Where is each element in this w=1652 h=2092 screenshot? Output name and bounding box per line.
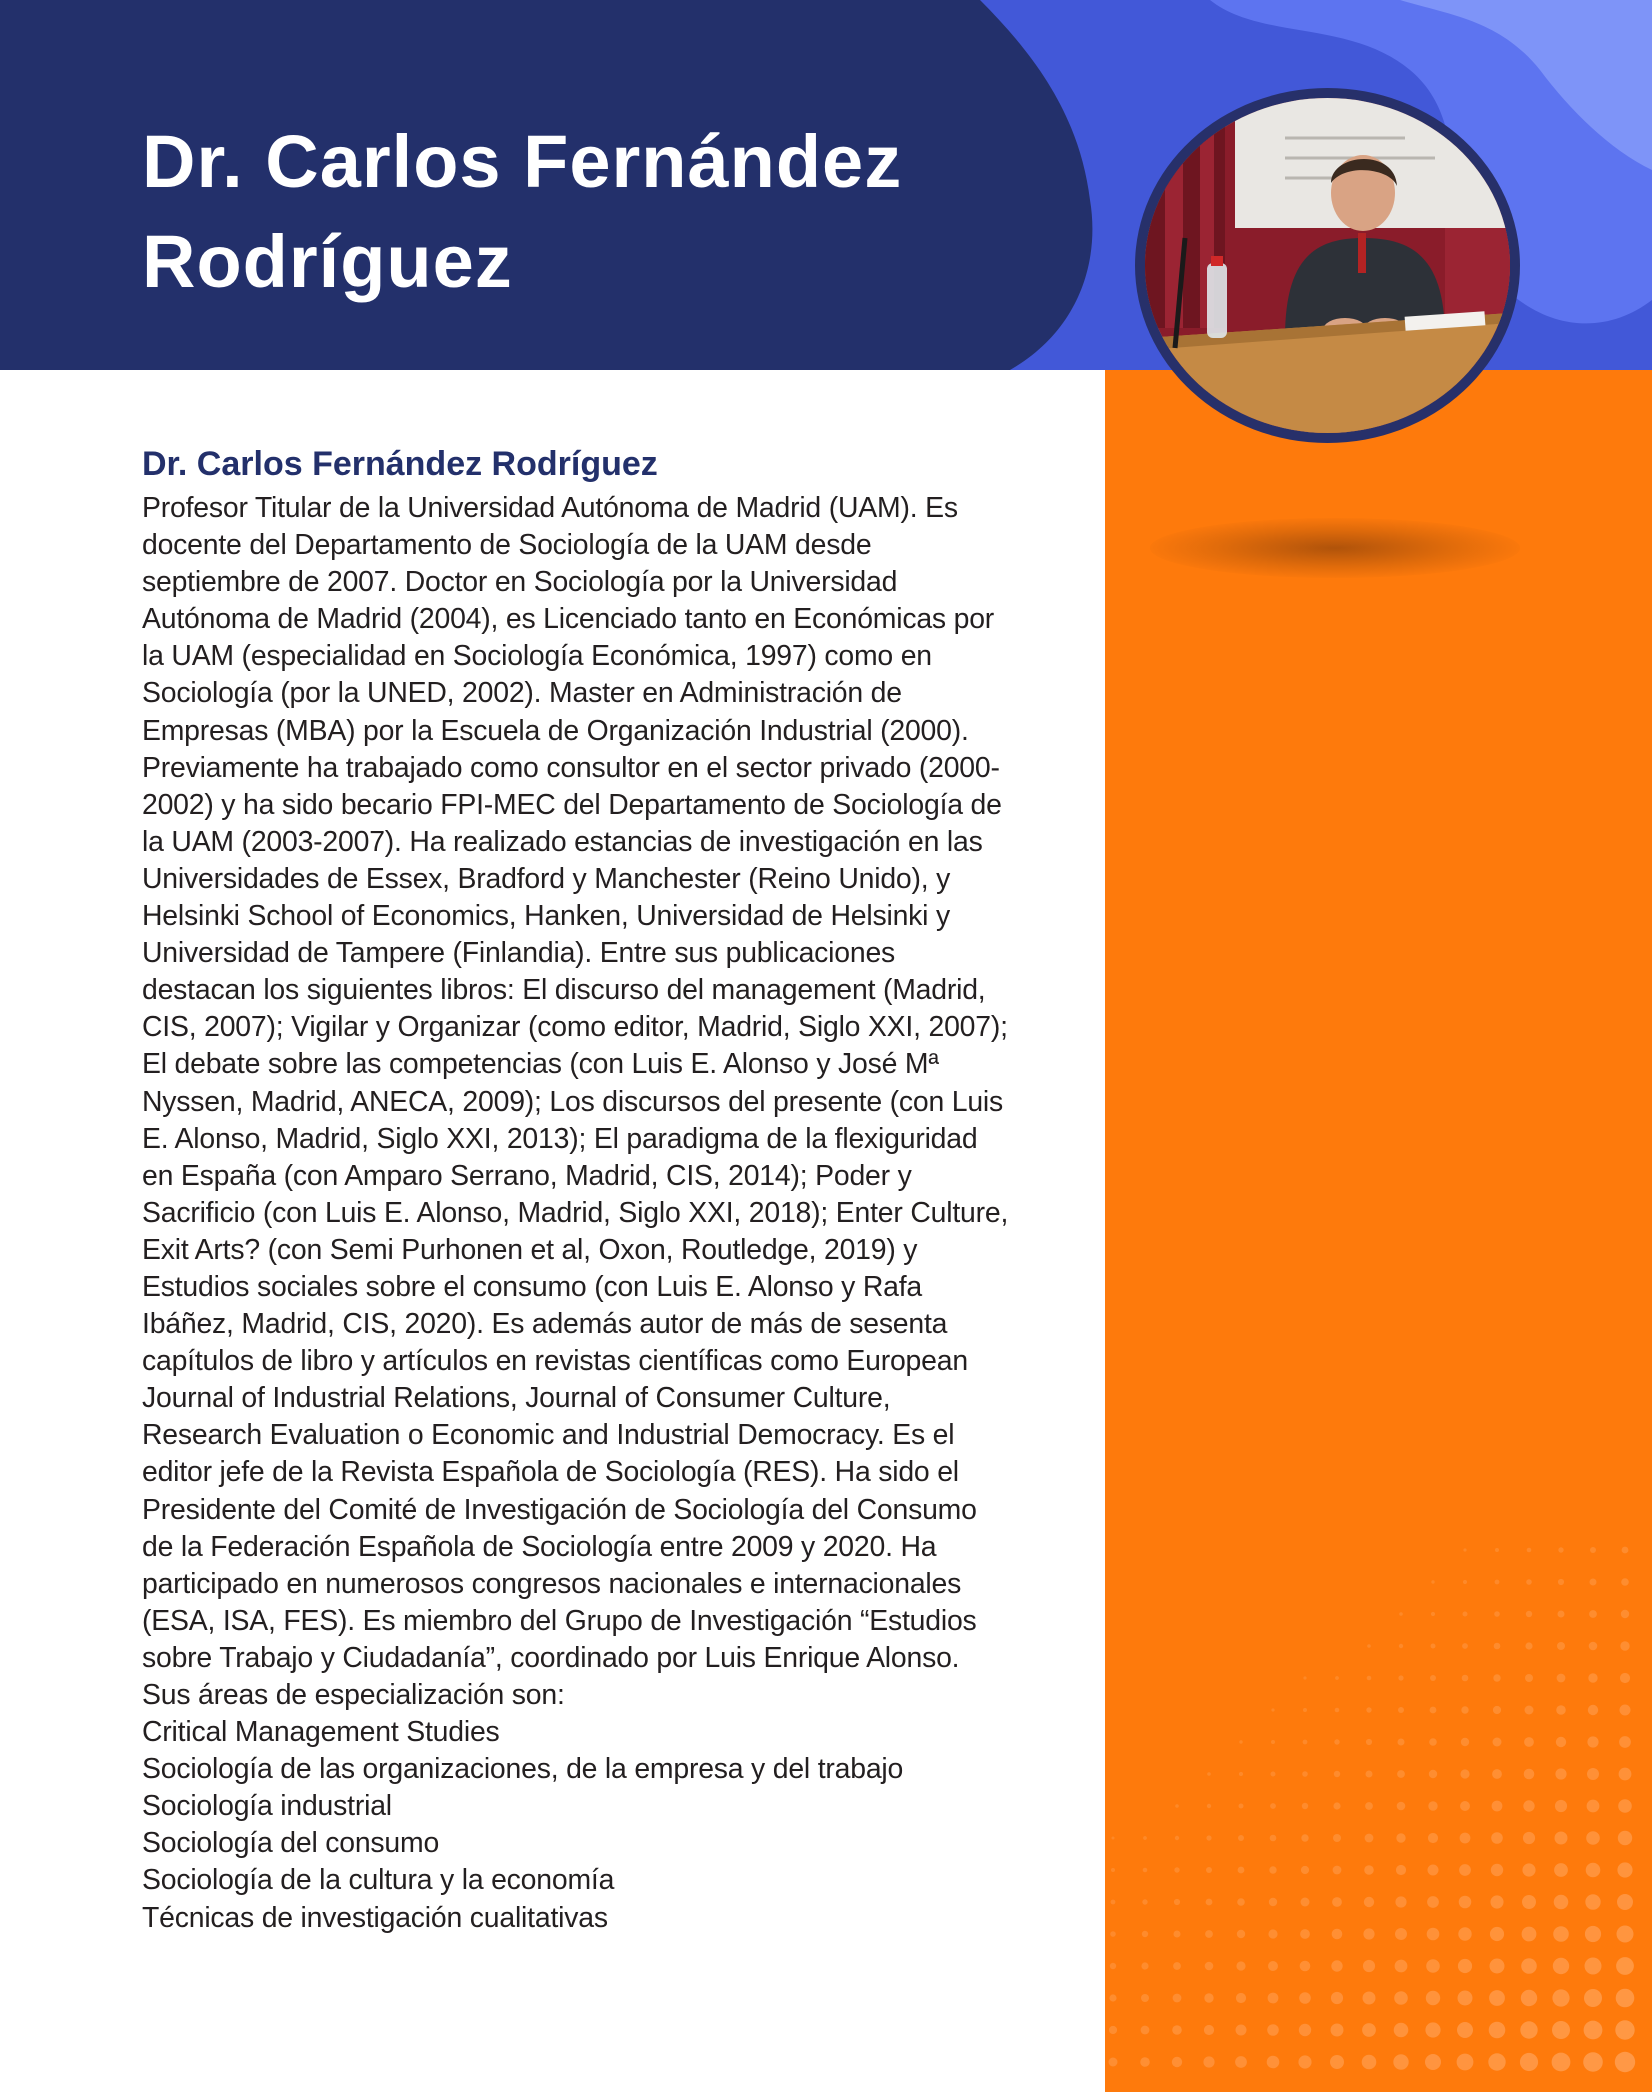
dot-pattern xyxy=(1105,370,1652,2092)
list-item: Técnicas de investigación cualitativas xyxy=(142,1901,608,1934)
list-item: Critical Management Studies xyxy=(142,1716,500,1749)
list-item: Sociología industrial xyxy=(142,1790,392,1823)
list-item: Sociología de las organizaciones, de la empresa y del trabajo xyxy=(142,1753,904,1786)
list-item: Sociología del consumo xyxy=(142,1827,440,1860)
photo-shadow xyxy=(1150,518,1520,578)
bio-paragraph: Profesor Titular de la Universidad Autónoma de Madrid (UAM). Es docente del Departamento de Sociología de la UAM desde septiembre de 2007. Doctor en Sociología por la Universidad Autónoma de Madrid (2004), es Licenciado tanto en Económicas por la UAM (especialidad en Sociología Económica, 1997) como en Sociología (por la UNED, 2002). Master en Administración de Empresas (MBA) por la Escuela de Organización Industrial (2000). Previamente ha trabajado como consultor en el sector privado (2000-2002) y ha sido becario FPI-MEC del Departamento de Sociología de la UAM (2003-2007). Ha realizado estancias de investigación en las Universidades de Essex, Bradford y Manchester (Reino Unido), y Helsinki School of Economics, Hanken, Universidad de Helsinki y Universidad de Tampere (Finlandia). Entre sus publicaciones destacan los siguientes libros: El discurso del management (Madrid, CIS, 2007); Vigilar y Organizar (como editor, Madrid, Siglo XXI, 2007); El debate sobre las competencias (con Luis E. Alonso y José Mª Nyssen, Madrid, ANECA, 2009); Los discursos del presente (con Luis E. Alonso, Madrid, Siglo XXI, 2013); El paradigma de la flexiguridad en España (con Amparo Serrano, Madrid, CIS, 2014); Poder y Sacrificio (con Luis E. Alonso, Madrid, Siglo XXI, 2018); Enter Culture, Exit Arts? (con Semi Purhonen et al, Oxon, Routledge, 2019) y Estudios sociales sobre el consumo (con Luis E. Alonso y Rafa Ibáñez, Madrid, CIS, 2020). Es además autor de más de sesenta capítulos de libro y artículos en revistas científicas como European Journal of Industrial Relations, Journal of Consumer Culture, Research Evaluation o Economic and Industrial Democracy. Es el editor jefe de la Revista Española de Sociología (RES). Ha sido el Presidente del Comité de Investigación de Sociología del Consumo de la Federación Española de Sociología entre 2009 y 2020. Ha participado en numerosos congresos nacionales e internacionales (ESA, ISA, FES). Es miembro del Grupo de Investigación “Estudios sobre Trabajo y Ciudadanía”, coordinado por Luis Enrique Alonso. Sus áreas de especialización son: xyxy=(142,492,1009,1711)
bio-heading: Dr. Carlos Fernández Rodríguez xyxy=(142,445,658,483)
photo-illustration xyxy=(1145,98,1510,433)
orange-sidebar xyxy=(1105,370,1652,2092)
specialization-list xyxy=(142,1714,1012,1937)
page-title: Dr. Carlos Fernández Rodríguez xyxy=(142,120,903,303)
profile-photo xyxy=(1135,88,1520,443)
bio-section xyxy=(142,438,1012,1937)
list-item: Sociología de la cultura y la economía xyxy=(142,1864,615,1897)
